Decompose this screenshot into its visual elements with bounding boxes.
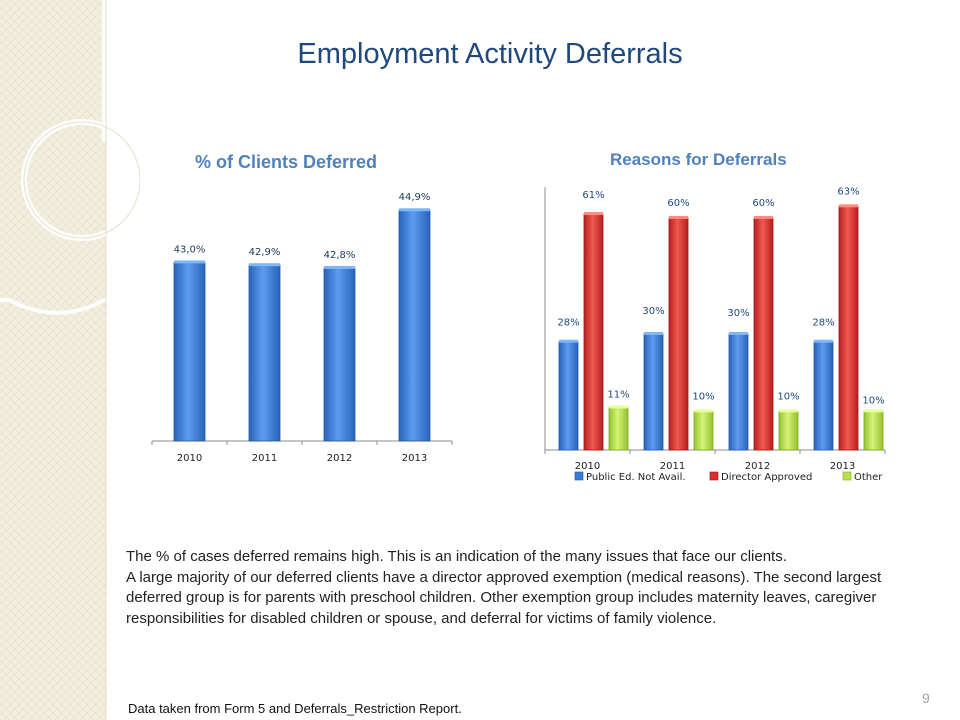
- bar-2012-series-1: [754, 218, 773, 450]
- chart1-title: % of Clients Deferred: [195, 152, 378, 172]
- tick-label-2010: 2010: [176, 453, 203, 464]
- legend-swatch-2: [843, 472, 851, 480]
- data-label-2013-series-0: 28%: [812, 317, 835, 329]
- tick-label-2012: 2012: [326, 453, 353, 464]
- description-paragraph-1: The % of cases deferred remains high. This is an indication of the many issues that face our clients.: [126, 548, 787, 565]
- bar-2010-series-2: [609, 407, 628, 450]
- description-paragraph-2: A large majority of our deferred clients have a director approved exemption (medical reasons). The second largest deferred group is for parents with preschool children. Other exemption group includes maternity leaves, caregiver responsibilities for disabled children or spouse, and deferral for victims of family violence.: [126, 568, 882, 627]
- decorative-rings: [0, 0, 140, 720]
- bar-cap-2010: [174, 260, 205, 263]
- bar-cap-2010-series-0: [559, 340, 578, 343]
- bar-cap-2013-series-1: [839, 204, 858, 207]
- description-text: [126, 547, 926, 629]
- bar-cap-2010-series-2: [609, 405, 628, 408]
- data-label-2011-series-2: 10%: [692, 391, 715, 403]
- data-label-2010-series-1: 61%: [582, 190, 605, 202]
- bar-cap-2012-series-0: [729, 332, 748, 335]
- legend-swatch-1: [710, 472, 718, 480]
- bar-2010-series-1: [584, 214, 603, 450]
- source-note: Data taken from Form 5 and Deferrals_Restriction Report.: [128, 701, 462, 716]
- data-label-2012-series-0: 30%: [727, 307, 750, 319]
- bar-cap-2011-series-2: [694, 409, 713, 412]
- data-label-2011-series-0: 30%: [642, 305, 665, 317]
- data-label-2012: 42,8%: [323, 249, 356, 261]
- bar-cap-2011-series-0: [644, 332, 663, 335]
- legend-label-0: Public Ed. Not Avail.: [586, 472, 686, 483]
- chart2-title: Reasons for Deferrals: [610, 150, 787, 169]
- bar-cap-2013-series-0: [814, 340, 833, 343]
- bar-2011-series-2: [694, 411, 713, 450]
- bar-2011: [249, 265, 280, 441]
- data-label-2011: 42,9%: [248, 247, 281, 259]
- data-label-2010-series-2: 11%: [607, 389, 630, 401]
- data-label-2012-series-1: 60%: [752, 197, 775, 209]
- bar-2010-series-0: [559, 342, 578, 450]
- tick-label-2010: 2010: [574, 461, 601, 472]
- bar-2011-series-0: [644, 334, 663, 450]
- bar-2013-series-2: [864, 411, 883, 450]
- bar-2011-series-1: [669, 218, 688, 450]
- bar-cap-2011-series-1: [669, 216, 688, 219]
- tick-label-2013: 2013: [401, 453, 428, 464]
- reasons-deferrals-chart: [535, 185, 915, 495]
- bar-cap-2012-series-1: [754, 216, 773, 219]
- data-label-2013: 44,9%: [398, 192, 431, 204]
- bar-2010: [174, 262, 205, 441]
- bar-2013-series-1: [839, 206, 858, 450]
- tick-label-2013: 2013: [829, 461, 856, 472]
- tick-label-2011: 2011: [659, 461, 686, 472]
- tick-label-2012: 2012: [744, 461, 771, 472]
- bar-2013: [399, 210, 430, 441]
- bar-cap-2011: [249, 263, 280, 266]
- tick-label-2011: 2011: [251, 453, 278, 464]
- bar-2013-series-0: [814, 342, 833, 450]
- data-label-2011-series-1: 60%: [667, 197, 690, 209]
- data-label-2010: 43,0%: [173, 244, 206, 256]
- slide-title: Employment Activity Deferrals: [297, 38, 683, 70]
- bar-2012-series-0: [729, 334, 748, 450]
- page-number: 9: [922, 690, 930, 706]
- data-label-2012-series-2: 10%: [777, 391, 800, 403]
- data-label-2013-series-2: 10%: [862, 395, 885, 407]
- data-label-2010-series-0: 28%: [557, 317, 580, 329]
- data-label-2013-series-1: 63%: [837, 186, 860, 198]
- bar-cap-2010-series-1: [584, 212, 603, 215]
- legend-label-1: Director Approved: [721, 472, 813, 483]
- legend-label-2: Other: [854, 472, 883, 483]
- bar-2012-series-2: [779, 411, 798, 450]
- bar-cap-2013: [399, 208, 430, 211]
- bar-cap-2012: [324, 266, 355, 269]
- clients-deferred-chart: [140, 185, 460, 475]
- bar-2012: [324, 268, 355, 441]
- bar-cap-2013-series-2: [864, 409, 883, 412]
- legend-swatch-0: [575, 472, 583, 480]
- bar-cap-2012-series-2: [779, 409, 798, 412]
